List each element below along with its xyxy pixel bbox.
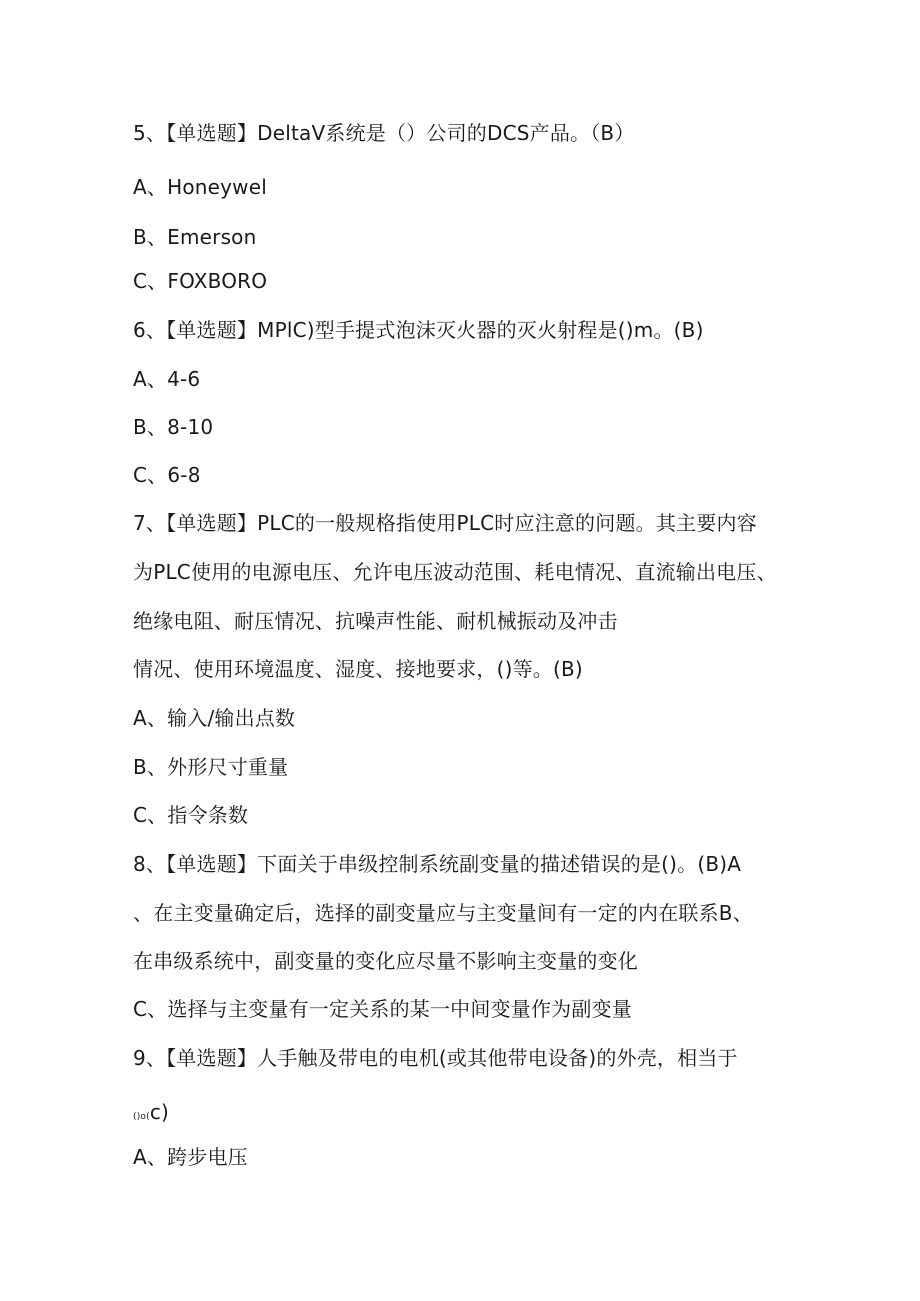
question-9-answer-tail (133, 1100, 169, 1129)
question-6-stem: 6、【单选题】MPlC)型手提式泡沫灭火器的灭火射程是()m。(B) (133, 318, 704, 342)
question-6-option-c: C、6-8 (133, 463, 201, 487)
question-5-option-c: C、FOXBORO (133, 269, 268, 293)
question-8-option-a: 、在主变量确定后，选择的副变量应与主变量间有一定的内在联系B、 (133, 901, 753, 925)
question-5-option-b: B、Emerson (133, 225, 257, 249)
question-7-stem-line-2: 为PLC使用的电源电压、允许电压波动范围、耗电情况、直流输出电压、 (133, 560, 777, 584)
question-7-option-b: B、外形尺寸重量 (133, 755, 289, 779)
question-9-small-suffix: c) (149, 1100, 170, 1124)
question-8-option-c: C、选择与主变量有一定关系的某一中间变量作为副变量 (133, 997, 632, 1021)
question-6-option-a: A、4-6 (133, 367, 201, 391)
question-9-stem: 9、【单选题】人手触及带电的电机(或其他带电设备)的外壳，相当于 (133, 1046, 738, 1070)
question-7-option-c: C、指令条数 (133, 803, 249, 827)
question-7-stem-line-3: 绝缘电阻、耐压情况、抗噪声性能、耐机械振动及冲击 (133, 609, 618, 633)
question-6-option-b: B、8-10 (133, 415, 214, 439)
question-5-stem: 5、【单选题】DeltaV系统是（）公司的DCS产品。（B） (133, 121, 635, 145)
question-8-option-b: 在串级系统中，副变量的变化应尽量不影响主变量的变化 (133, 949, 638, 973)
question-9-option-a: A、跨步电压 (133, 1145, 248, 1169)
question-5-option-a: A、Honeywel (133, 175, 267, 199)
question-8-stem: 8、【单选题】下面关于串级控制系统副变量的描述错误的是()。(B)A (133, 852, 742, 876)
question-7-option-a: A、输入/输出点数 (133, 706, 296, 730)
question-7-stem-line-4: 情况、使用环境温度、湿度、接地要求，()等。(B) (133, 657, 583, 681)
question-7-stem-line-1: 7、【单选题】PLC的一般规格指使用PLC时应注意的问题。其主要内容 (133, 511, 757, 535)
question-9-small-prefix: ()o( (133, 1112, 150, 1122)
